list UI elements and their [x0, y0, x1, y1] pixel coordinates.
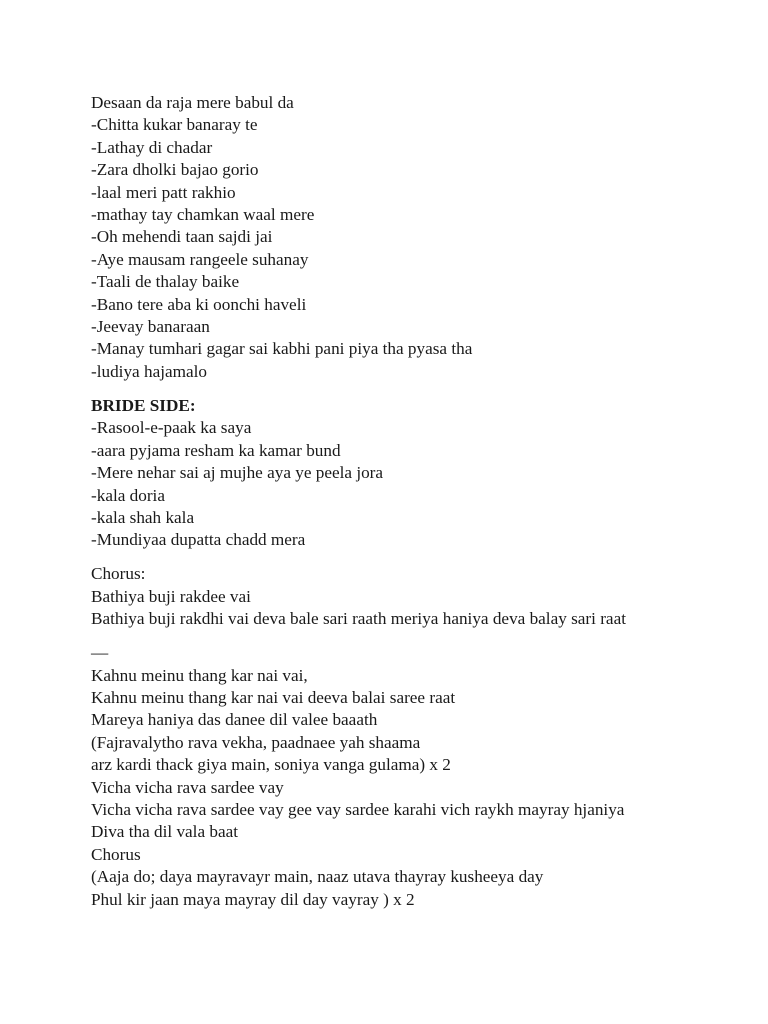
text-line: -Bano tere aba ki oonchi haveli — [91, 294, 307, 314]
text-line: -kala shah kala — [91, 507, 195, 527]
chorus-label: Chorus — [91, 844, 141, 864]
chorus-label: Chorus: — [91, 564, 146, 584]
text-line: -Mere nehar sai aj mujhe aya ye peela jora — [91, 463, 384, 483]
section-spacer — [91, 552, 751, 564]
text-line: Kahnu meinu thang kar nai vai deeva balai saree raat — [91, 687, 456, 707]
lyrics-section — [91, 642, 751, 911]
text-line: Phul kir jaan maya mayray dil day vayray ) x 2 — [91, 889, 415, 909]
text-line: -Rasool-e-paak ka saya — [91, 418, 252, 438]
document-body — [91, 92, 751, 911]
text-line: -ludiya hajamalo — [91, 361, 207, 381]
text-line: Mareya haniya das danee dil valee baaath — [91, 710, 378, 730]
dash-separator: — — [91, 643, 109, 663]
text-line: Vicha vicha rava sardee vay gee vay sardee karahi vich raykh mayray hjaniya — [91, 799, 625, 819]
text-line: Desaan da raja mere babul da — [91, 93, 294, 112]
text-line: -Lathay di chadar — [91, 137, 213, 157]
text-line: -laal meri patt rakhio — [91, 182, 236, 202]
song-list-section — [91, 92, 751, 383]
text-line: -mathay tay chamkan waal mere — [91, 205, 315, 225]
text-line: Kahnu meinu thang kar nai vai, — [91, 665, 308, 685]
bride-side-heading: BRIDE SIDE: — [91, 395, 196, 415]
text-line: -Chitta kukar banaray te — [91, 115, 258, 135]
text-line: Bathiya buji rakdee vai — [91, 586, 251, 606]
text-line: arz kardi thack giya main, soniya vanga gulama) x 2 — [91, 755, 451, 775]
text-line: Diva tha dil vala baat — [91, 822, 238, 842]
text-line: -aara pyjama resham ka kamar bund — [91, 440, 341, 460]
text-line: -Aye mausam rangeele suhanay — [91, 249, 309, 269]
text-line: (Fajravalytho rava vekha, paadnaee yah shaama — [91, 732, 421, 752]
text-line: -Jeevay banaraan — [91, 317, 210, 337]
text-line: -kala doria — [91, 485, 165, 505]
text-line: -Zara dholki bajao gorio — [91, 160, 259, 180]
chorus-section — [91, 563, 751, 630]
text-line: (Aaja do; daya mayravayr main, naaz utava thayray kusheeya day — [91, 867, 544, 887]
section-spacer — [91, 383, 751, 395]
text-line: -Manay tumhari gagar sai kabhi pani piya tha pyasa tha — [91, 339, 473, 359]
text-line: Bathiya buji rakdhi vai deva bale sari raath meriya haniya deva balay sari raat — [91, 609, 626, 629]
bride-side-section — [91, 395, 751, 552]
text-line: Vicha vicha rava sardee vay — [91, 777, 284, 797]
text-line: -Taali de thalay baike — [91, 272, 240, 292]
text-line: -Oh mehendi taan sajdi jai — [91, 227, 273, 247]
section-spacer — [91, 631, 751, 643]
text-line: -Mundiyaa dupatta chadd mera — [91, 530, 306, 550]
